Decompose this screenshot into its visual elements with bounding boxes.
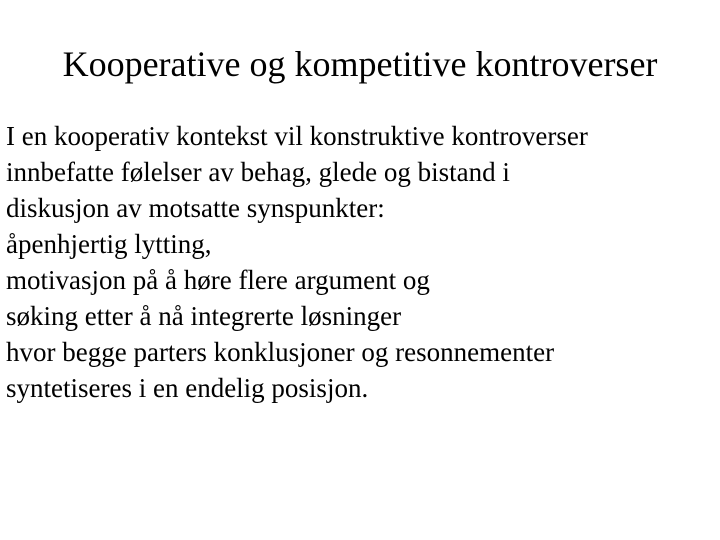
slide-body: [6, 118, 718, 406]
text-line: hvor begge parters konklusjoner og resonnementer: [6, 337, 555, 367]
text-line: innbefatte følelser av behag, glede og bistand i: [6, 157, 510, 187]
paragraph-synthesis: [6, 334, 718, 406]
text-line: motivasjon på å høre flere argument og: [6, 265, 430, 295]
slide-title: Kooperative og kompetitive kontroverser: [62, 44, 658, 84]
text-line: åpenhjertig lytting,: [6, 229, 212, 259]
text-line: diskusjon av motsatte synspunkter:: [6, 193, 385, 223]
text-line: I en kooperativ kontekst vil konstruktive kontroverser: [6, 121, 588, 151]
text-line: søking etter å nå integrerte løsninger: [6, 301, 402, 331]
text-line: syntetiseres i en endelig posisjon.: [6, 373, 369, 403]
paragraph-cooperative-context: [6, 118, 718, 334]
